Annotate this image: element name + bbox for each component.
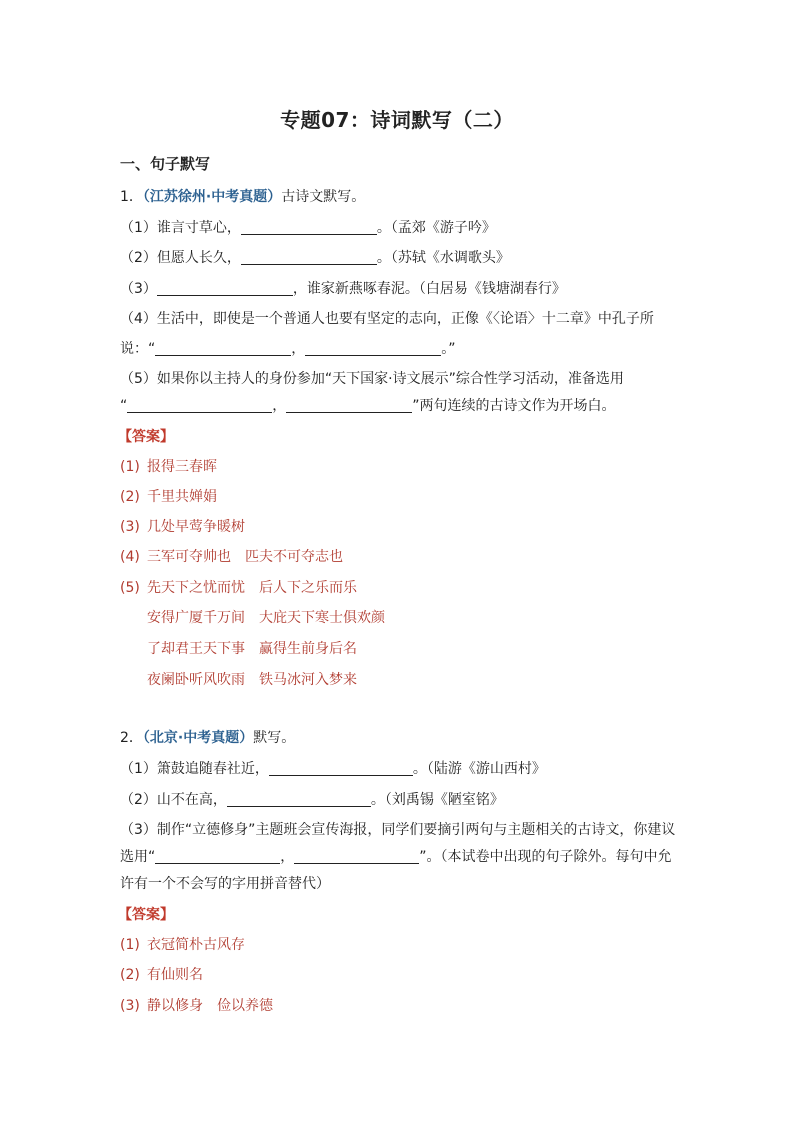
section-heading: 一、句子默写 xyxy=(120,155,211,173)
question-1-item-3 xyxy=(120,279,566,299)
item-text: ”两句连续的古诗文作为开场白。 xyxy=(412,398,616,414)
answer-line xyxy=(120,935,245,955)
item-text: ， xyxy=(291,341,306,357)
answer-text: 有仙则名 xyxy=(147,967,203,983)
question-number: 2． xyxy=(120,730,143,746)
answer-line xyxy=(120,517,245,537)
answer-line xyxy=(147,608,385,628)
item-text: （3） xyxy=(120,281,157,297)
item-text: ， xyxy=(272,398,287,414)
item-text: （1）箫鼓追随春社近， xyxy=(120,761,269,777)
question-1-item-4-line-1: （4）生活中，即使是一个普通人也要有坚定的志向，正像《〈论语〉十二章》中孔子所 xyxy=(120,311,654,327)
answer-text: 铁马冰河入梦来 xyxy=(259,672,357,688)
answer-text: 后人下之乐而乐 xyxy=(259,580,357,596)
question-2-item-1 xyxy=(120,759,546,779)
answer-blank[interactable] xyxy=(294,849,419,864)
question-number: 1． xyxy=(120,189,143,205)
answer-text: 几处早莺争暖树 xyxy=(147,519,245,535)
answer-blank[interactable] xyxy=(241,220,377,235)
answer-line xyxy=(147,670,357,690)
answer-number: (2) xyxy=(120,489,140,505)
answer-blank[interactable] xyxy=(155,849,280,864)
answer-line xyxy=(120,578,357,598)
question-2-item-3-line-3: 许有一个不会写的字用拼音替代） xyxy=(120,876,330,892)
answer-line xyxy=(120,457,217,477)
answer-text: 赢得生前身后名 xyxy=(259,641,357,657)
answer-number: (5) xyxy=(120,580,140,596)
answer-text: 俭以养德 xyxy=(217,998,273,1014)
item-text: （2）但愿人长久， xyxy=(120,250,241,266)
question-source: （北京·中考真题） xyxy=(142,730,254,746)
answer-line xyxy=(120,547,343,567)
question-1-item-5-line-2 xyxy=(120,396,616,416)
question-source: （江苏徐州·中考真题） xyxy=(142,189,282,205)
answer-number: (4) xyxy=(120,549,140,565)
answer-heading: 【答案】 xyxy=(118,907,174,923)
answer-number: (1) xyxy=(120,937,140,953)
item-text: ”。（本试卷中出现的句子除外。每句中允 xyxy=(419,849,672,865)
answer-text: 静以修身 xyxy=(147,998,203,1014)
answer-blank[interactable] xyxy=(305,341,441,356)
answer-text: 报得三春晖 xyxy=(147,459,217,475)
question-1-item-2 xyxy=(120,248,510,268)
question-2-item-3-line-2 xyxy=(120,847,672,867)
item-text: （1）谁言寸草心， xyxy=(120,220,241,236)
answer-blank[interactable] xyxy=(155,341,291,356)
item-source: 。（刘禹锡《陋室铭》 xyxy=(370,792,504,808)
answer-line xyxy=(147,639,357,659)
question-1-item-5-line-1: （5）如果你以主持人的身份参加“天下国家·诗文展示”综合性学习活动，准备选用 xyxy=(120,371,624,387)
item-source: 。（陆游《游山西村》 xyxy=(412,761,546,777)
item-text: （2）山不在高， xyxy=(120,792,227,808)
answer-text: 衣冠简朴古风存 xyxy=(147,937,245,953)
question-2-item-3-line-1: （3）制作“立德修身”主题班会宣传海报，同学们要摘引两句与主题相关的古诗文，你建议 xyxy=(120,822,676,838)
answer-blank[interactable] xyxy=(286,398,412,413)
answer-blank[interactable] xyxy=(241,250,377,265)
question-1-header xyxy=(120,187,365,207)
answer-blank[interactable] xyxy=(127,398,272,413)
answer-text: 安得广厦千万间 xyxy=(147,610,245,626)
item-source: 。（苏轼《水调歌头》 xyxy=(376,250,510,266)
answer-line xyxy=(120,996,273,1016)
answer-blank[interactable] xyxy=(269,761,413,776)
answer-text: 夜阑卧听风吹雨 xyxy=(147,672,245,688)
item-text: ， xyxy=(280,849,295,865)
answer-number: (3) xyxy=(120,519,140,535)
item-source: ，谁家新燕啄春泥。（白居易《钱塘湖春行》 xyxy=(292,281,566,297)
question-1-item-1 xyxy=(120,218,496,238)
answer-text: 千里共婵娟 xyxy=(147,489,217,505)
item-text: “ xyxy=(120,398,128,414)
item-text: 。” xyxy=(441,341,456,357)
question-2-item-2 xyxy=(120,790,504,810)
answer-blank[interactable] xyxy=(157,281,293,296)
answer-blank[interactable] xyxy=(227,792,371,807)
answer-number: (2) xyxy=(120,967,140,983)
answer-heading: 【答案】 xyxy=(118,429,174,445)
answer-text: 了却君王天下事 xyxy=(147,641,245,657)
answer-text: 大庇天下寒士俱欢颜 xyxy=(259,610,385,626)
answer-line xyxy=(120,487,217,507)
page-title: 专题07：诗词默写（二） xyxy=(280,108,514,132)
question-prompt: 古诗文默写。 xyxy=(281,189,366,205)
item-source: 。（孟郊《游子吟》 xyxy=(376,220,496,236)
item-text: 说：“ xyxy=(120,341,156,357)
answer-text: 三军可夺帅也 xyxy=(147,549,231,565)
answer-number: (1) xyxy=(120,459,140,475)
item-text: 选用“ xyxy=(120,849,156,865)
answer-number: (3) xyxy=(120,998,140,1014)
question-prompt: 默写。 xyxy=(253,730,296,746)
question-1-item-4-line-2 xyxy=(120,339,456,359)
question-2-header xyxy=(120,728,295,748)
answer-text: 匹夫不可夺志也 xyxy=(245,549,343,565)
answer-line xyxy=(120,965,203,985)
answer-text: 先天下之忧而忧 xyxy=(147,580,245,596)
